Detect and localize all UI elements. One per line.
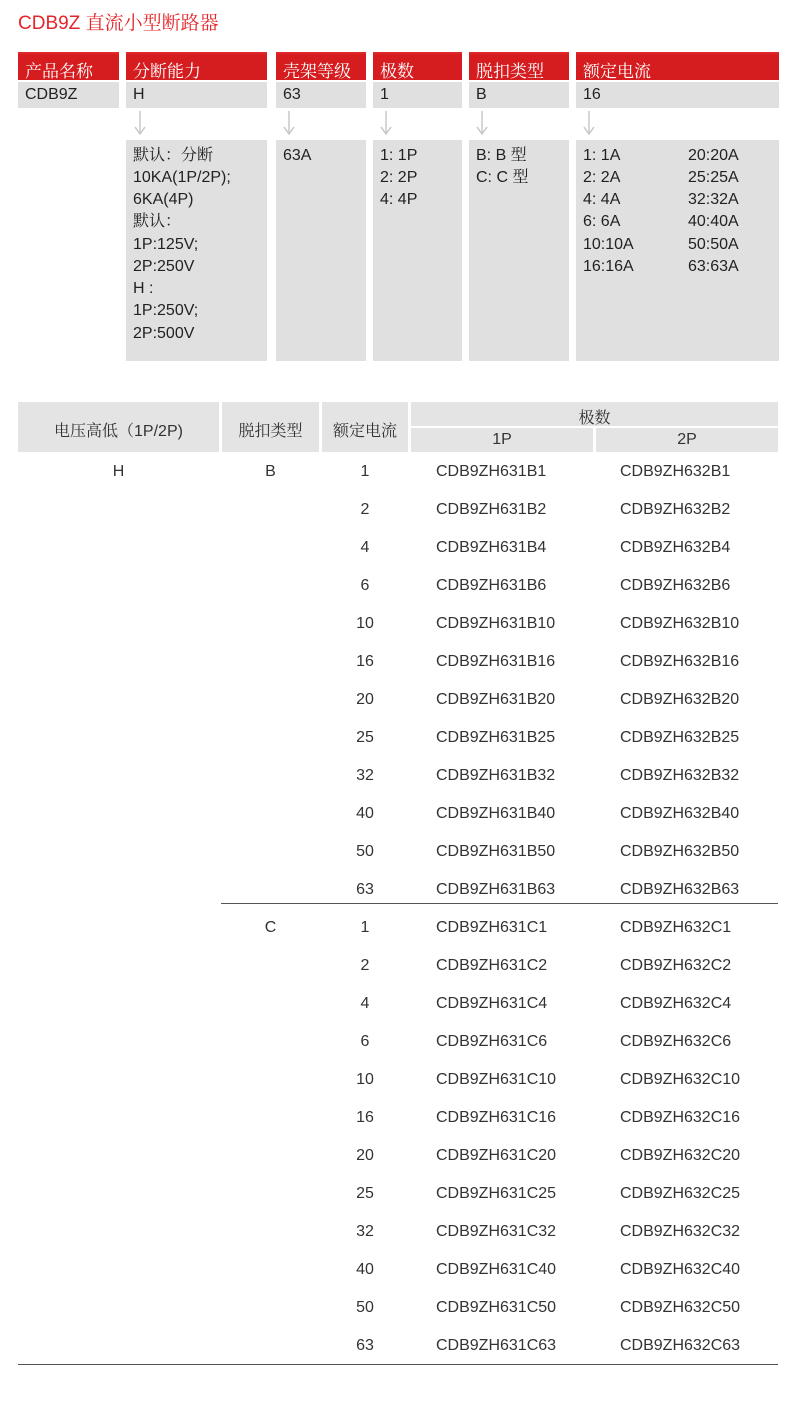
th-voltage: 电压高低（1P/2P) <box>54 423 183 440</box>
cell-model-2p: CDB9ZH632B1 <box>620 463 731 480</box>
option-text: 1P:250V; <box>133 302 199 319</box>
cell-current: 1 <box>360 919 370 936</box>
cell-current: 4 <box>360 995 370 1012</box>
option-text: 默认： <box>133 213 182 230</box>
arrow-down-icon <box>582 111 596 139</box>
cell-current: 1 <box>360 463 370 480</box>
page-title: CDB9Z 直流小型断路器 <box>18 13 219 34</box>
option-text: 1P:125V; <box>133 236 199 253</box>
options-box-breaking <box>126 140 267 361</box>
code-header-label: 脱扣类型 <box>476 62 544 81</box>
cell-current: 40 <box>356 805 374 822</box>
cell-trip-type: B <box>265 463 276 480</box>
th-2p: 2P <box>677 431 697 448</box>
cell-model-2p: CDB9ZH632C4 <box>620 995 732 1012</box>
cell-model-2p: CDB9ZH632C2 <box>620 957 732 974</box>
code-value-frame <box>276 82 366 108</box>
cell-model-2p: CDB9ZH632C25 <box>620 1185 741 1202</box>
option-text: 10:10A <box>583 236 634 253</box>
cell-model-2p: CDB9ZH632B2 <box>620 501 731 518</box>
cell-model-2p: CDB9ZH632C32 <box>620 1223 741 1240</box>
cell-model-1p: CDB9ZH631C1 <box>436 919 548 936</box>
option-text: 20:20A <box>688 147 739 164</box>
cell-voltage: H <box>112 463 125 480</box>
cell-current: 20 <box>356 1147 374 1164</box>
cell-model-1p: CDB9ZH631C25 <box>436 1185 557 1202</box>
code-value: 16 <box>583 86 601 103</box>
option-text: 2: 2P <box>380 169 418 186</box>
cell-model-1p: CDB9ZH631C63 <box>436 1337 557 1354</box>
code-value: 1 <box>380 86 389 103</box>
option-text: 默认：分断 <box>133 147 214 164</box>
cell-current: 6 <box>360 1033 370 1050</box>
cell-current: 4 <box>360 539 370 556</box>
code-value-breaking <box>126 82 267 108</box>
cell-current: 10 <box>356 1071 374 1088</box>
cell-current: 16 <box>356 1109 374 1126</box>
cell-model-1p: CDB9ZH631B50 <box>436 843 556 860</box>
option-text: 2P:250V <box>133 258 195 275</box>
cell-model-1p: CDB9ZH631B6 <box>436 577 547 594</box>
cell-model-2p: CDB9ZH632C1 <box>620 919 732 936</box>
cell-model-2p: CDB9ZH632C40 <box>620 1261 741 1278</box>
code-header-current <box>576 52 779 80</box>
cell-current: 20 <box>356 691 374 708</box>
cell-model-1p: CDB9ZH631B20 <box>436 691 556 708</box>
cell-current: 6 <box>360 577 370 594</box>
option-text: 63:63A <box>688 258 739 275</box>
cell-model-1p: CDB9ZH631B2 <box>436 501 547 518</box>
option-text: 32:32A <box>688 191 739 208</box>
cell-model-2p: CDB9ZH632B20 <box>620 691 740 708</box>
option-text: 2P:500V <box>133 325 195 342</box>
th-poles: 极数 <box>578 410 611 427</box>
cell-model-1p: CDB9ZH631C32 <box>436 1223 557 1240</box>
th-trip: 脱扣类型 <box>238 423 303 440</box>
options-box-current <box>576 140 779 361</box>
code-header-poles <box>373 52 462 80</box>
arrow-down-icon <box>133 111 147 139</box>
cell-model-2p: CDB9ZH632B16 <box>620 653 740 670</box>
cell-model-1p: CDB9ZH631B16 <box>436 653 556 670</box>
cell-current: 25 <box>356 1185 374 1202</box>
code-value-current <box>576 82 779 108</box>
arrow-down-icon <box>282 111 296 139</box>
cell-model-2p: CDB9ZH632C16 <box>620 1109 741 1126</box>
cell-current: 63 <box>356 1337 374 1354</box>
code-value: B <box>476 86 487 103</box>
option-text: 1: 1P <box>380 147 418 164</box>
cell-model-1p: CDB9ZH631B32 <box>436 767 556 784</box>
cell-trip-type: C <box>264 919 277 936</box>
option-text: H : <box>133 280 154 297</box>
cell-current: 10 <box>356 615 374 632</box>
cell-current: 32 <box>356 767 374 784</box>
cell-model-2p: CDB9ZH632C50 <box>620 1299 741 1316</box>
option-text: 4: 4A <box>583 191 621 208</box>
cell-model-1p: CDB9ZH631C2 <box>436 957 548 974</box>
arrow-down-icon <box>475 111 489 139</box>
option-text: 50:50A <box>688 236 739 253</box>
cell-model-1p: CDB9ZH631C10 <box>436 1071 557 1088</box>
option-text: 2: 2A <box>583 169 621 186</box>
option-text: 40:40A <box>688 213 739 230</box>
cell-model-1p: CDB9ZH631B4 <box>436 539 547 556</box>
code-header-breaking <box>126 52 267 80</box>
th-current: 额定电流 <box>332 423 397 440</box>
cell-model-2p: CDB9ZH632B25 <box>620 729 740 746</box>
cell-model-1p: CDB9ZH631B63 <box>436 881 556 898</box>
cell-current: 50 <box>356 843 374 860</box>
cell-model-2p: CDB9ZH632C63 <box>620 1337 741 1354</box>
code-header-label: 极数 <box>380 62 414 81</box>
option-text: B: B 型 <box>476 147 527 164</box>
option-text: 25:25A <box>688 169 739 186</box>
code-header-label: 壳架等级 <box>283 62 351 81</box>
option-text: 6KA(4P) <box>133 191 194 208</box>
option-text: C: C 型 <box>476 169 529 186</box>
option-text: 63A <box>283 147 312 164</box>
cell-model-1p: CDB9ZH631B10 <box>436 615 556 632</box>
cell-model-2p: CDB9ZH632C6 <box>620 1033 732 1050</box>
table-bottom-rule <box>18 1364 778 1365</box>
cell-model-1p: CDB9ZH631C16 <box>436 1109 557 1126</box>
code-value: 63 <box>283 86 301 103</box>
cell-current: 25 <box>356 729 374 746</box>
code-value: CDB9Z <box>25 86 78 103</box>
option-text: 1: 1A <box>583 147 621 164</box>
code-header-frame <box>276 52 366 80</box>
code-value-product <box>18 82 119 108</box>
cell-model-2p: CDB9ZH632B6 <box>620 577 731 594</box>
cell-model-1p: CDB9ZH631B25 <box>436 729 556 746</box>
code-value-poles <box>373 82 462 108</box>
options-box-trip <box>469 140 569 361</box>
group-divider <box>221 903 778 904</box>
cell-current: 32 <box>356 1223 374 1240</box>
cell-current: 2 <box>360 957 370 974</box>
cell-current: 2 <box>360 501 370 518</box>
code-header-label: 产品名称 <box>25 62 93 81</box>
cell-current: 40 <box>356 1261 374 1278</box>
option-text: 6: 6A <box>583 213 621 230</box>
option-text: 4: 4P <box>380 191 418 208</box>
cell-model-2p: CDB9ZH632C20 <box>620 1147 741 1164</box>
cell-model-1p: CDB9ZH631B1 <box>436 463 547 480</box>
code-header-label: 额定电流 <box>583 62 651 81</box>
cell-current: 50 <box>356 1299 374 1316</box>
cell-model-1p: CDB9ZH631B40 <box>436 805 556 822</box>
cell-model-2p: CDB9ZH632B63 <box>620 881 740 898</box>
cell-model-2p: CDB9ZH632B40 <box>620 805 740 822</box>
code-value-trip <box>469 82 569 108</box>
code-value: H <box>133 86 145 103</box>
arrow-down-icon <box>379 111 393 139</box>
th-1p: 1P <box>492 431 512 448</box>
cell-model-1p: CDB9ZH631C50 <box>436 1299 557 1316</box>
cell-model-2p: CDB9ZH632B32 <box>620 767 740 784</box>
code-header-label: 分断能力 <box>133 62 201 81</box>
cell-model-1p: CDB9ZH631C40 <box>436 1261 557 1278</box>
cell-model-2p: CDB9ZH632B10 <box>620 615 740 632</box>
cell-current: 63 <box>356 881 374 898</box>
cell-model-2p: CDB9ZH632B50 <box>620 843 740 860</box>
code-header-trip <box>469 52 569 80</box>
cell-model-1p: CDB9ZH631C4 <box>436 995 548 1012</box>
options-box-poles <box>373 140 462 361</box>
cell-model-1p: CDB9ZH631C20 <box>436 1147 557 1164</box>
option-text: 10KA(1P/2P); <box>133 169 231 186</box>
options-box-frame <box>276 140 366 361</box>
cell-model-2p: CDB9ZH632C10 <box>620 1071 741 1088</box>
cell-model-1p: CDB9ZH631C6 <box>436 1033 548 1050</box>
code-header-product <box>18 52 119 80</box>
cell-model-2p: CDB9ZH632B4 <box>620 539 731 556</box>
cell-current: 16 <box>356 653 374 670</box>
option-text: 16:16A <box>583 258 634 275</box>
